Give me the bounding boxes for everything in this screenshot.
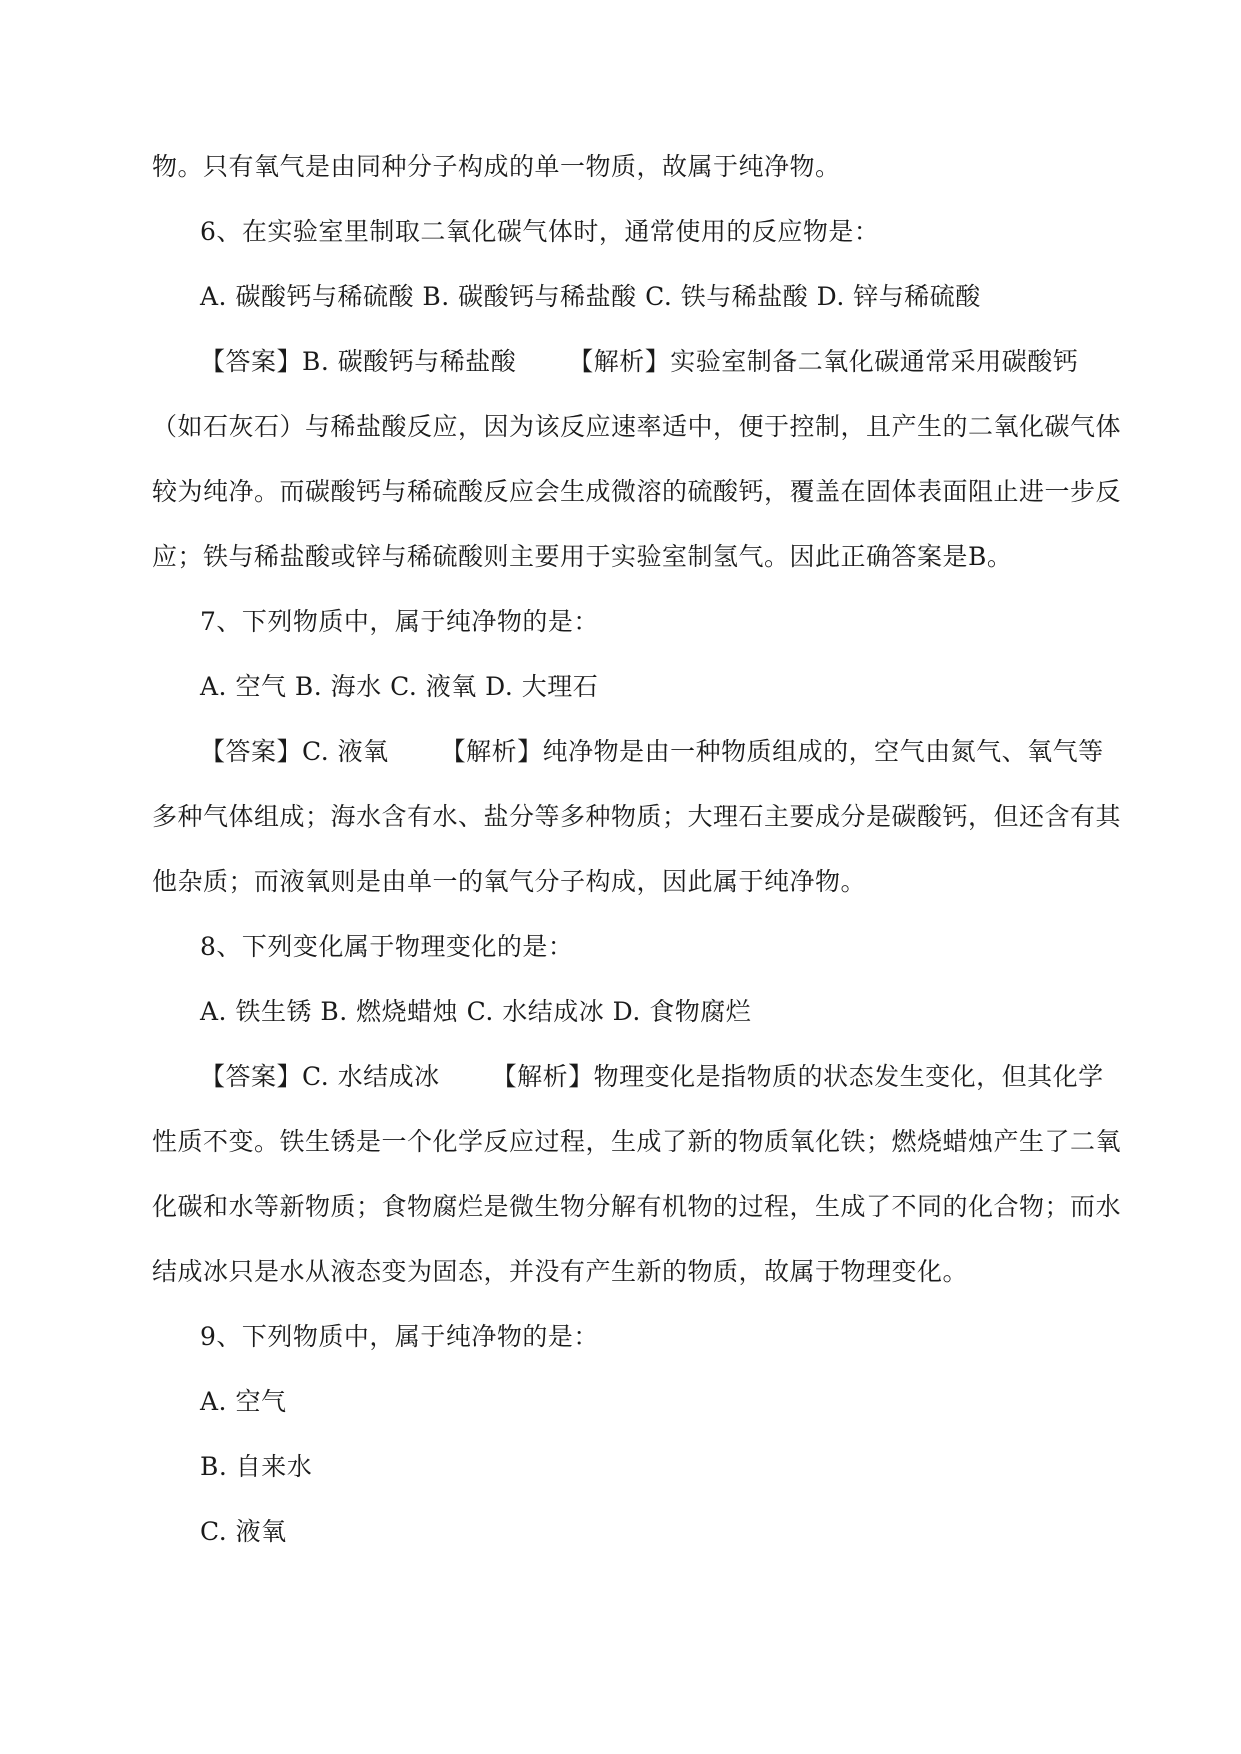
question-8: 8、下列变化属于物理变化的是：: [200, 932, 574, 961]
question-9-option-c: C. 液氧: [200, 1517, 287, 1546]
question-8-options: A. 铁生锈 B. 燃烧蜡烛 C. 水结成冰 D. 食物腐烂: [200, 997, 752, 1026]
analysis-6-line: 应；铁与稀盐酸或锌与稀硫酸则主要用于实验室制氢气。因此正确答案是B。: [152, 542, 1013, 571]
question-9-option-a: A. 空气: [200, 1387, 287, 1416]
answer-6-label: 【答案】B. 碳酸钙与稀盐酸: [200, 347, 517, 376]
analysis-6-label: 【解析】实验室制备二氧化碳通常采用碳酸钙: [568, 347, 1079, 376]
analysis-6-line: 较为纯净。而碳酸钙与稀硫酸反应会生成微溶的硫酸钙，覆盖在固体表面阻止进一步反: [152, 477, 1122, 506]
analysis-7-label: 【解析】纯净物是由一种物质组成的，空气由氮气、氧气等: [440, 737, 1104, 766]
answer-6: [200, 346, 1100, 378]
answer-7-label: 【答案】C. 液氧: [200, 737, 389, 766]
answer-8: [200, 1061, 1104, 1093]
analysis-7-line: 多种气体组成；海水含有水、盐分等多种物质；大理石主要成分是碳酸钙，但还含有其: [152, 802, 1122, 831]
answer-7: [200, 736, 1104, 768]
question-7: 7、下列物质中，属于纯净物的是：: [200, 607, 599, 636]
question-6: 6、在实验室里制取二氧化碳气体时，通常使用的反应物是：: [200, 217, 880, 246]
analysis-6-line: （如石灰石）与稀盐酸反应，因为该反应速率适中，便于控制，且产生的二氧化碳气体: [152, 412, 1122, 441]
analysis-7-line: 他杂质；而液氧则是由单一的氧气分子构成，因此属于纯净物。: [152, 867, 867, 896]
text-line: 物。只有氧气是由同种分子构成的单一物质，故属于纯净物。: [152, 152, 841, 181]
analysis-8-line: 结成冰只是水从液态变为固态，并没有产生新的物质，故属于物理变化。: [152, 1257, 969, 1286]
answer-8-label: 【答案】C. 水结成冰: [200, 1062, 440, 1091]
analysis-8-label: 【解析】物理变化是指物质的状态发生变化，但其化学: [491, 1062, 1104, 1091]
question-9-option-b: B. 自来水: [200, 1452, 313, 1481]
question-6-options: A. 碳酸钙与稀硫酸 B. 碳酸钙与稀盐酸 C. 铁与稀盐酸 D. 锌与稀硫酸: [200, 282, 981, 311]
question-9: 9、下列物质中，属于纯净物的是：: [200, 1322, 599, 1351]
analysis-8-line: 化碳和水等新物质；食物腐烂是微生物分解有机物的过程，生成了不同的化合物；而水: [152, 1192, 1122, 1221]
question-7-options: A. 空气 B. 海水 C. 液氧 D. 大理石: [200, 672, 599, 701]
analysis-8-line: 性质不变。铁生锈是一个化学反应过程，生成了新的物质氧化铁；燃烧蜡烛产生了二氧: [152, 1127, 1122, 1156]
